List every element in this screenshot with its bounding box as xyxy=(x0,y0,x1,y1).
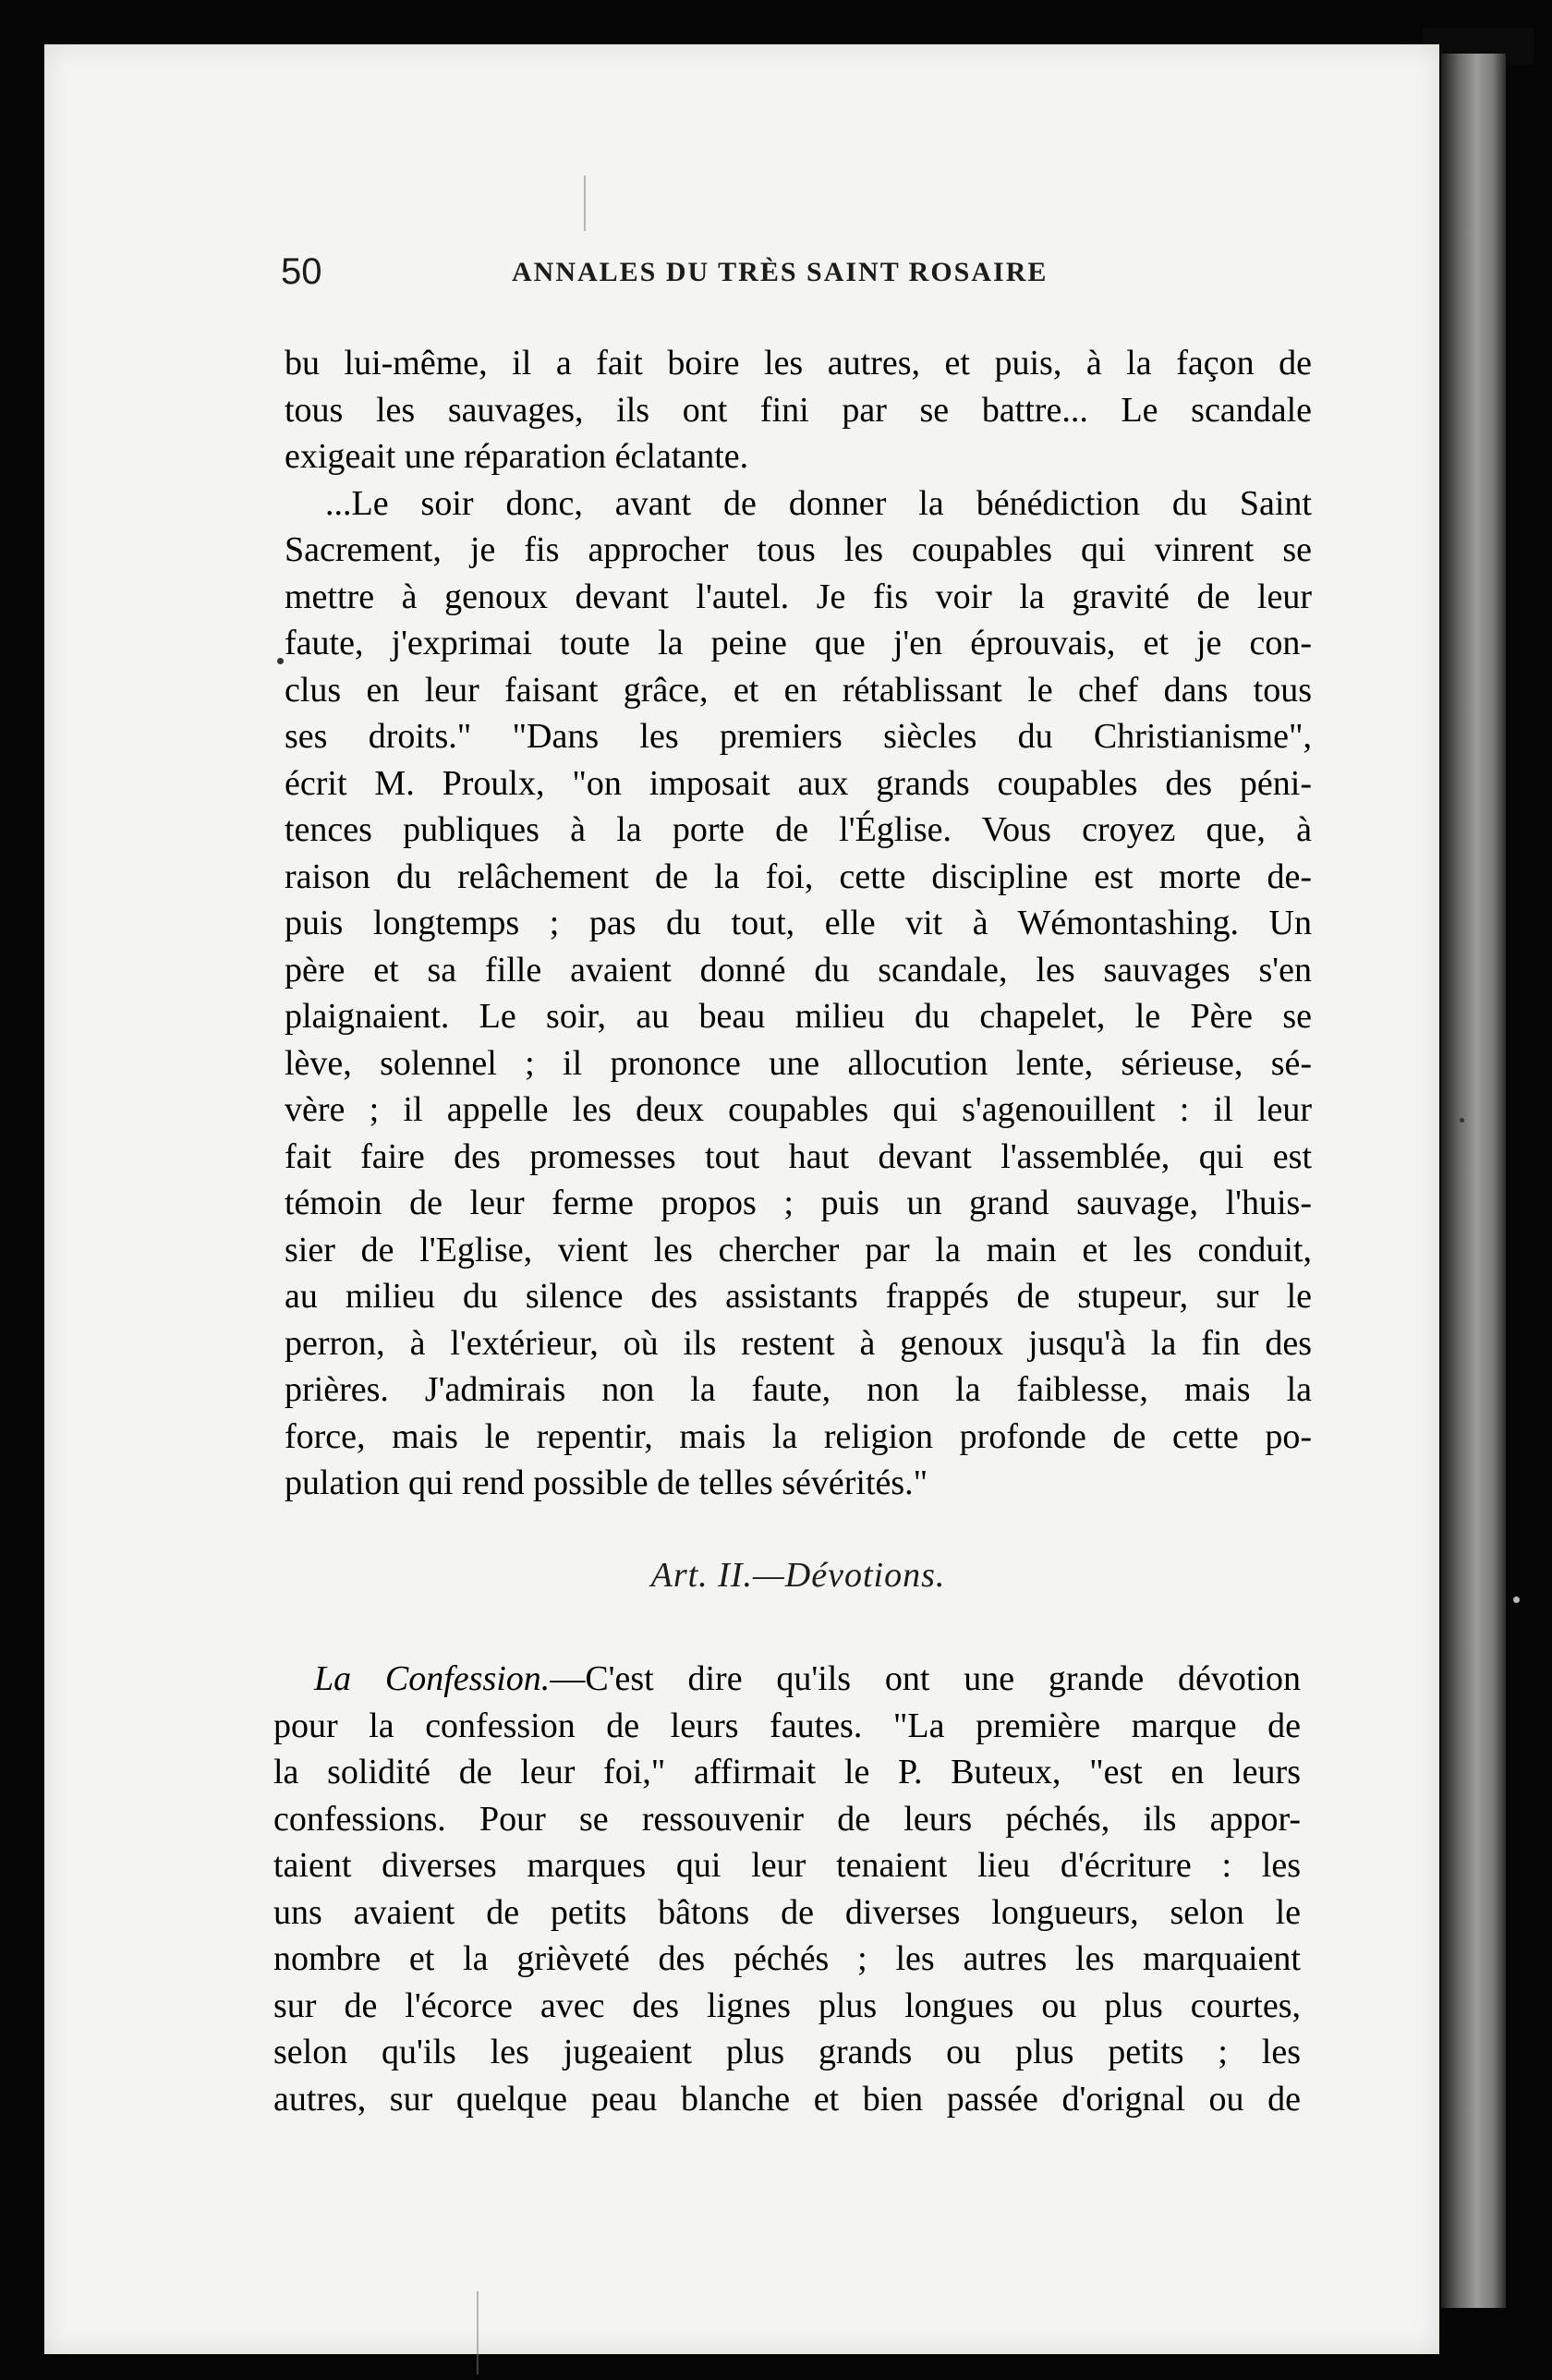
running-title: ANNALES DU TRÈS SAINT ROSAIRE xyxy=(512,257,1049,287)
text-line: perron, à l'extérieur, où ils restent à genoux jusqu'à la fin des xyxy=(285,1323,1312,1363)
text-line: clus en leur faisant grâce, et en rétablissant le chef dans tous xyxy=(285,670,1312,710)
text-line: confessions. Pour se ressouvenir de leurs péchés, ils appor- xyxy=(273,1799,1301,1839)
text-line: tous les sauvages, ils ont fini par se battre... Le scandale xyxy=(285,390,1312,430)
section-heading: Art. II.—Dévotions. xyxy=(650,1556,946,1595)
subsection-first-line xyxy=(273,1656,1301,1703)
text-line: pour la confession de leurs fautes. "La première marque de xyxy=(273,1706,1301,1745)
text-line: taient diverses marques qui leur tenaient lieu d'écriture : les xyxy=(273,1846,1301,1885)
text-line: plaignaient. Le soir, au beau milieu du chapelet, le Père se xyxy=(285,997,1312,1036)
text-line: Sacrement, je fis approcher tous les coupables qui vinrent se xyxy=(285,530,1312,569)
text-line: raison du relâchement de la foi, cette discipline est morte de- xyxy=(285,856,1312,896)
text-line: la solidité de leur foi," affirmait le P. Buteux, "est en leurs xyxy=(273,1753,1301,1791)
text-line: exigeait une réparation éclatante. xyxy=(285,437,749,476)
text-line: prières. J'admirais non la faute, non la faiblesse, mais la xyxy=(285,1370,1312,1409)
text-line: lève, solennel ; il prononce une allocution lente, sérieuse, sé- xyxy=(285,1043,1312,1083)
page-header xyxy=(281,251,1205,303)
text-line: écrit M. Proulx, "on imposait aux grands coupables des péni- xyxy=(285,763,1312,803)
text-line: sier de l'Eglise, vient les chercher par la main et les conduit, xyxy=(285,1230,1312,1269)
scan-scratch xyxy=(477,2291,479,2374)
subsection-first-line-text: —C'est dire qu'ils ont une grande dévotion xyxy=(550,1659,1301,1698)
text-line: faute, j'exprimai toute la peine que j'en éprouvais, et je con- xyxy=(285,624,1312,662)
text-line: témoin de leur ferme propos ; puis un grand sauvage, l'huis- xyxy=(285,1184,1312,1222)
text-line: autres, sur quelque peau blanche et bien passée d'orignal ou de xyxy=(273,2079,1301,2119)
text-line: au milieu du silence des assistants frappés de stupeur, sur le xyxy=(285,1277,1312,1316)
paragraph-block-2 xyxy=(273,1656,1301,2122)
page-edge-shadow xyxy=(1441,54,1506,2308)
paragraph-block-2-lines xyxy=(273,1703,1301,2123)
text-line: uns avaient de petits bâtons de diverses longueurs, selon le xyxy=(273,1892,1301,1932)
text-line: fait faire des promesses tout haut devant l'assemblée, qui est xyxy=(285,1136,1312,1176)
text-line: tences publiques à la porte de l'Église. Vous croyez que, à xyxy=(285,810,1312,849)
scan-speck xyxy=(1460,1118,1464,1123)
text-line: vère ; il appelle les deux coupables qui s'agenouillent : il leur xyxy=(285,1090,1312,1129)
text-line: sur de l'écorce avec des lignes plus longues ou plus courtes, xyxy=(273,1985,1301,2025)
text-line: force, mais le repentir, mais la religion profonde de cette po- xyxy=(285,1416,1312,1456)
text-line: nombre et la grièveté des péchés ; les autres les marquaient xyxy=(273,1939,1301,1978)
text-line: père et sa fille avaient donné du scandale, les sauvages s'en xyxy=(285,950,1312,990)
paragraph-block-1 xyxy=(285,340,1312,1507)
text-line: bu lui-même, il a fait boire les autres, et puis, à la façon de xyxy=(285,344,1312,382)
text-line: pulation qui rend possible de telles sévérités." xyxy=(285,1463,928,1502)
text-line: puis longtemps ; pas du tout, elle vit à Wémontashing. Un xyxy=(285,904,1312,942)
page-number: 50 xyxy=(281,251,322,292)
text-line: ses droits." "Dans les premiers siècles du Christianisme", xyxy=(285,717,1312,756)
scan-scratch xyxy=(584,176,586,231)
subsection-title: La Confession. xyxy=(314,1659,551,1698)
text-line: selon qu'ils les jugeaient plus grands ou plus petits ; les xyxy=(273,2033,1301,2071)
text-line: mettre à genoux devant l'autel. Je fis voir la gravité de leur xyxy=(285,577,1312,616)
text-line: ...Le soir donc, avant de donner la bénédiction du Saint xyxy=(325,483,1312,523)
scan-speck xyxy=(277,658,284,664)
scan-speck xyxy=(1513,1597,1520,1603)
